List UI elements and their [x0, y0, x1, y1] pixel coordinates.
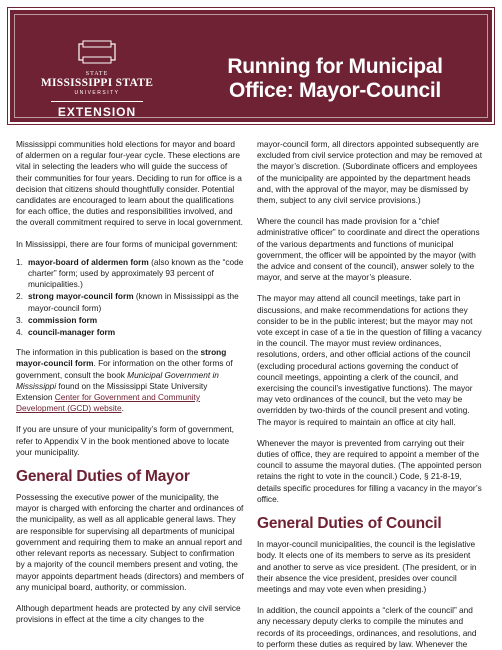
heading-general-duties-mayor: General Duties of Mayor [16, 468, 190, 486]
forms-lead-paragraph: In Mississippi, there are four forms of municipal government: [16, 238, 238, 249]
mayor-duties-paragraph: Possessing the executive power of the municipality, the mayor is charged with enforcing the charter and ordinances of the municipality, as well as all applicable general laws. They are responsible for supervising all departments of municipal government and requiring them to make an annual report and other relevant reports as necessary. Subject to confirmation by a majority of the council members present and voting, the mayor appoints department heads (directors) and members of any municipal board, authority, or commission. [16, 492, 244, 592]
logo-state-text: STATE [85, 71, 109, 77]
unsure-paragraph: If you are unsure of your municipality’s form of government, refer to Appendix V in the book mentioned above to locate your municipality. [16, 424, 234, 457]
title-line-2: Office: Mayor-Council [229, 79, 441, 102]
mayor-vacancy-paragraph: Whenever the mayor is prevented from carrying out their duties of office, they are required to appoint a member of the council to assume the mayoral duties. (The appointed person retains the right to vote in the council.) Code, § 21-8-19, details specific procedures for filling a vacancy in the mayor’s office. [257, 437, 482, 504]
list-item: 2. strong mayor-council form (known in Mississippi as the mayor-council form) [16, 291, 239, 313]
gcd-website-link[interactable]: Center for Government and Community Development (GCD) website [16, 392, 201, 414]
state-seal-icon [77, 40, 117, 64]
info-paragraph: The information in this publication is based on the strong mayor-council form. For information on the other forms of government, consult the book Municipal Government in Mississippi found on the Mississippi State University Extension Center for Government and Community Development (GCD) website. [16, 347, 233, 414]
council-legislative-paragraph: In mayor-council municipalities, the council is the legislative body. It elects one of its members to serve as its president and another to serve as vice president. (The president, or in their absence the vice president, presides over council meetings and may vote even when presiding.) [257, 539, 477, 594]
book-title: Municipal Government in Mississippi [16, 369, 219, 391]
list-item: 1. mayor-board of aldermen form (also known as the “code charter” form; used by approximately 93 percent of municipalities.) [16, 256, 244, 290]
forms-list [16, 257, 244, 338]
list-item: 3. commission form [16, 314, 98, 325]
clerk-paragraph: In addition, the council appoints a “clerk of the council” and any necessary deputy clerks to compile the minutes and records of its proceedings, ordinances, and resolutions, and to perform these duties as required by law. Whenever the [257, 605, 477, 649]
list-item: 4. council-manager form [16, 327, 116, 338]
title-line-1: Running for Municipal [227, 55, 443, 78]
cao-paragraph: Where the council has made provision for a “chief administrative officer” to coordinate and direct the operations of the various departments and functions of municipal government, the officer will be appointed by the mayor (with the advice and consent of the council), answer solely to the mayor, and serve at the mayor’s pleasure. [257, 216, 480, 283]
intro-paragraph: Mississippi communities hold elections for mayor and board of aldermen on a regular four-year cycle. These elections are vital in selecting the leaders who will guide the success of their communities for four years. Deciding to run for office is a decision that citizens should thoughtfully consider. Potential candidates are encouraged to learn about the qualifications for each office, the duties and responsibilities involved, and the overall commitment required to serve in local government. [16, 139, 243, 228]
logo-extension-text: EXTENSION [51, 101, 143, 119]
logo-university-text: UNIVERSITY [74, 90, 120, 96]
msu-extension-logo [32, 40, 162, 120]
council-meetings-paragraph: The mayor may attend all council meetings, take part in discussions, and make recommendations for actions they consider to be in the public interest; but the mayor may not vote except in case of a tie in the question of filling a vacancy in the council. The mayor must review ordinances, resolutions, orders, and other official actions of the council (excluding procedural actions governing the conduct of council meetings, appointing a clerk of the council, and exercising the council’s investigative functions). The mayor may veto ordinances of the council, but the veto may be overridden by two-thirds of the council present and voting. The mayor is required to maintain an office at city hall. [257, 293, 482, 427]
left-column [16, 139, 244, 635]
civil-service-paragraph: mayor-council form, all directors appointed subsequently are excluded from civil service protection and may be removed at the mayor’s discretion. (Subordinate officers and employees of the municipality are appointed by the department heads and, with the approval of the mayor, may be dismissed by them, subject to any civil service provisions.) [257, 139, 483, 206]
header-banner [8, 8, 494, 124]
heading-general-duties-council: General Duties of Council [257, 515, 442, 533]
page-title [210, 55, 460, 103]
right-column [257, 139, 485, 650]
department-heads-paragraph: Although department heads are protected by any civil service provisions in effect at the time a city changes to the [16, 602, 241, 625]
logo-university-name: MISSISSIPPI STATE [40, 77, 154, 89]
